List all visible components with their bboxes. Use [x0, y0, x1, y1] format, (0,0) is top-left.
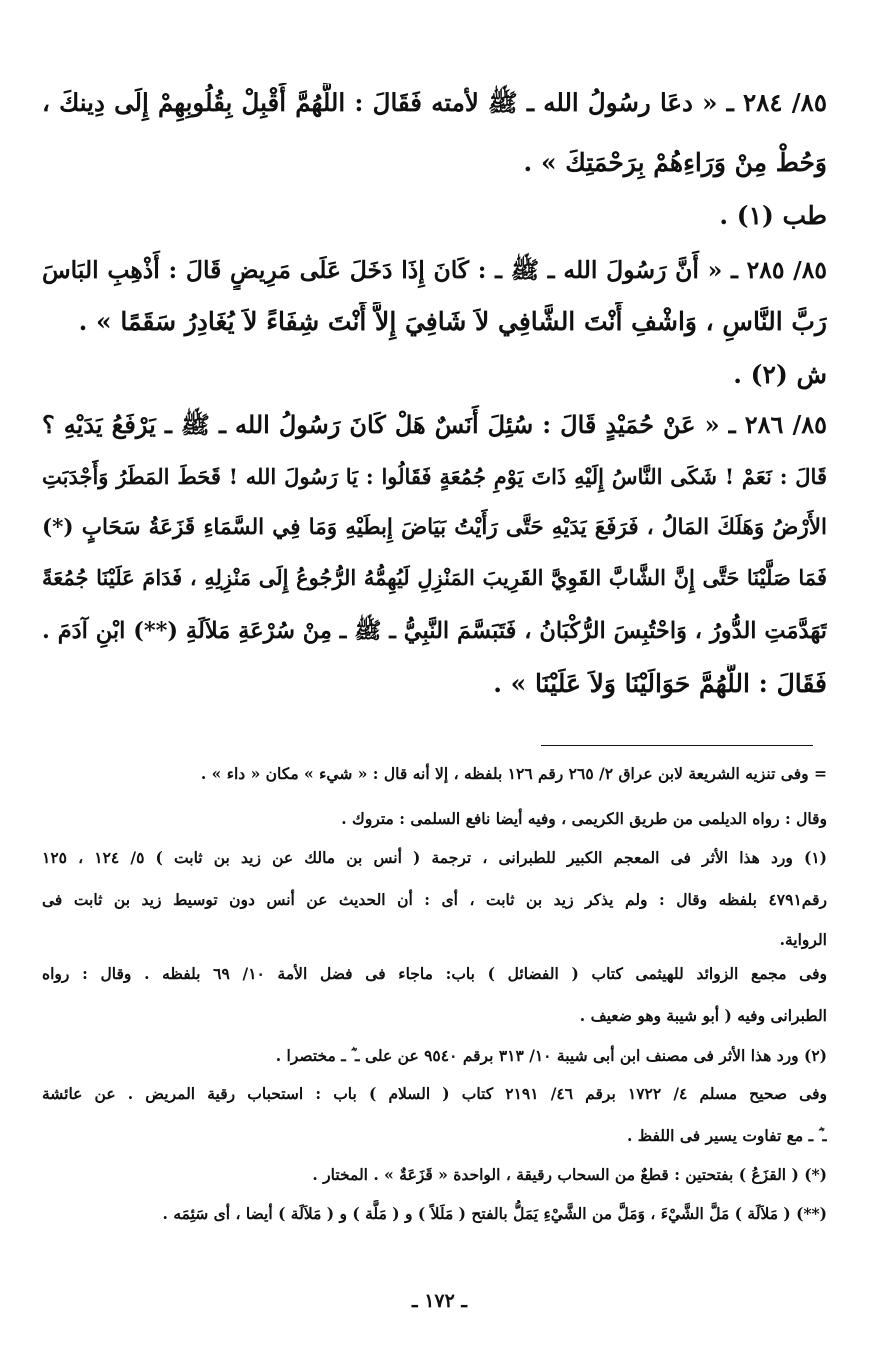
footnote-line-4: رقم٤٧٩١ بلفظه وقال : ولم يذكر زيد بن ثابت ، أى : أن الحديث عن أنس دون توسيط زيد بن ثابت فى	[42, 890, 827, 909]
hadith-285-source: ش (٢) .	[733, 360, 827, 389]
hadith-286-line-4: فَمَا صَلَّيْنَا حَتَّى إِنَّ الشَّابَّ القَوِيَّ القَرِيبَ المَنْزِلِ لَيُهِمُّهُ الرُّجُوعُ إِلَى مَنْزِلِهِ ، فَدَامَ عَلَيْنَا جُمُعَةً	[42, 565, 827, 590]
footnote-line-8: (٢) ورد هذا الأثر فى مصنف ابن أبى شيبة ١٠/ ٣١٣ برقم ٩٥٤٠ عن على ـ ؓ ـ مختصرا .	[275, 1046, 827, 1065]
footnote-line-1: = وفى تنزيه الشريعة لابن عراق ٢/ ٢٦٥ رقم ١٢٦ بلفظه ، إلا أنه قال : « شيء » مكان « داء » .	[200, 764, 827, 783]
hadith-285-line-1: ٨٥/ ٢٨٥ ـ « أَنَّ رَسُولَ الله ـ ﷺ ـ : كَانَ إِذَا دَخَلَ عَلَى مَرِيضٍ قَالَ : أَذْهِبِ البَاسَ	[42, 256, 827, 284]
hadith-286-line-5: تَهَدَّمَتِ الدُّورُ ، وَاحْتُبِسَ الرُّكْبَانُ ، فَتَبَسَّمَ النَّبِيُّ ـ ﷺ ـ مِنْ سُرْعَةِ مَلاَلَةِ (**) ابْنِ آدَمَ .	[42, 618, 827, 644]
footnote-line-5: الرواية.	[779, 930, 827, 949]
footnote-separator	[541, 745, 813, 746]
page-number: ـ ١٧٢ ـ	[412, 1290, 467, 1312]
hadith-286-line-1: ٨٥/ ٢٨٦ ـ « عَنْ حُمَيْدٍ قَالَ : سُئِلَ أَنَسٌ هَلْ كَانَ رَسُولُ الله ـ ﷺ ـ يَرْفَعُ يَدَيْهِ ؟	[42, 410, 827, 439]
hadith-284-source: طب (١) .	[719, 201, 827, 230]
hadith-284-line-1: ٨٥/ ٢٨٤ ـ « دعَا رسُولُ الله ـ ﷺ لأمته فَقَالَ : اللَّهُمَّ أَقْبِلْ بِقُلُوبِهِمْ إِلَى دِينكَ ،	[42, 88, 827, 117]
hadith-286-line-3: الأَرْضُ وَهَلَكَ المَالُ ، فَرَفَعَ يَدَيْهِ حَتَّى رَأَيْتُ بَيَاضَ إِبطَيْهِ وَمَا فِي السَّمَاءِ قَزَعَةُ سَحَابٍ (*)	[42, 515, 827, 540]
footnote-line-7: الطبرانى وفيه ( أبو شيبة وهو ضعيف .	[579, 1006, 827, 1025]
footnote-line-6: وفى مجمع الزوائد للهيثمى كتاب ( الفضائل ) باب: ماجاء فى فضل الأمة ١٠/ ٦٩ بلفظه . وقال : رواه	[42, 964, 827, 983]
footnote-line-10: ـ ؓ ـ مع تفاوت يسير فى اللفظ .	[626, 1126, 827, 1145]
hadith-286-line-6: فَقَالَ : اللَّهُمَّ حَوَالَيْنَا وَلاَ عَلَيْنَا » .	[493, 669, 827, 698]
footnote-line-2: وقال : رواه الديلمى من طريق الكريمى ، وفيه أيضا نافع السلمى : متروك .	[341, 809, 827, 828]
footnote-line-12: (**) ( مَلاَلَة ) مَلَّ الشَّيْءَ ، وَمَلَّ من الشَّيْءِ يَمَلُّ بالفتح ( مَلَلاً ) و ( مَلَّة ) و ( مَلاَلَة ) أيضا ، أى سَئِمَه .	[162, 1204, 827, 1223]
footnote-line-9: وفى صحيح مسلم ٤/ ١٧٢٢ برقم ٤٦/ ٢١٩١ كتاب ( السلام ) باب : استحباب رقية المريض . عن عائشة	[42, 1084, 827, 1103]
footnote-line-3: (١) ورد هذا الأثر فى المعجم الكبير للطبرانى ، ترجمة ( أنس بن مالك عن زيد بن ثابت ) ٥/ ١٢٤ ، ١٢٥	[42, 848, 827, 867]
hadith-285-line-2: رَبَّ النَّاسِ ، وَاشْفِ أَنْتَ الشَّافِي لاَ شَافِيَ إِلاَّ أَنْتَ شِفَاءً لاَ يُغَادِرُ سَقَمًا » .	[78, 307, 827, 336]
footnote-line-11: (*) ( القزَعُ ) بفتحتين : قطعٌ من السحاب رقيقة ، الواحدة « قَزَعَةٌ » . المختار .	[312, 1165, 827, 1184]
hadith-284-line-2: وَحُطْ مِنْ وَرَاءِهُمْ بِرَحْمَتِكَ » .	[523, 148, 827, 177]
hadith-286-line-2: قَالَ : نَعَمْ ! شَكَى النَّاسُ إِلَيْهِ ذَاتَ يَوْمِ جُمُعَةٍ فَقَالُوا : يَا رَسُولَ الله ! قَحَطَ المَطَرُ وَأَجْدَبَتِ	[42, 464, 827, 489]
